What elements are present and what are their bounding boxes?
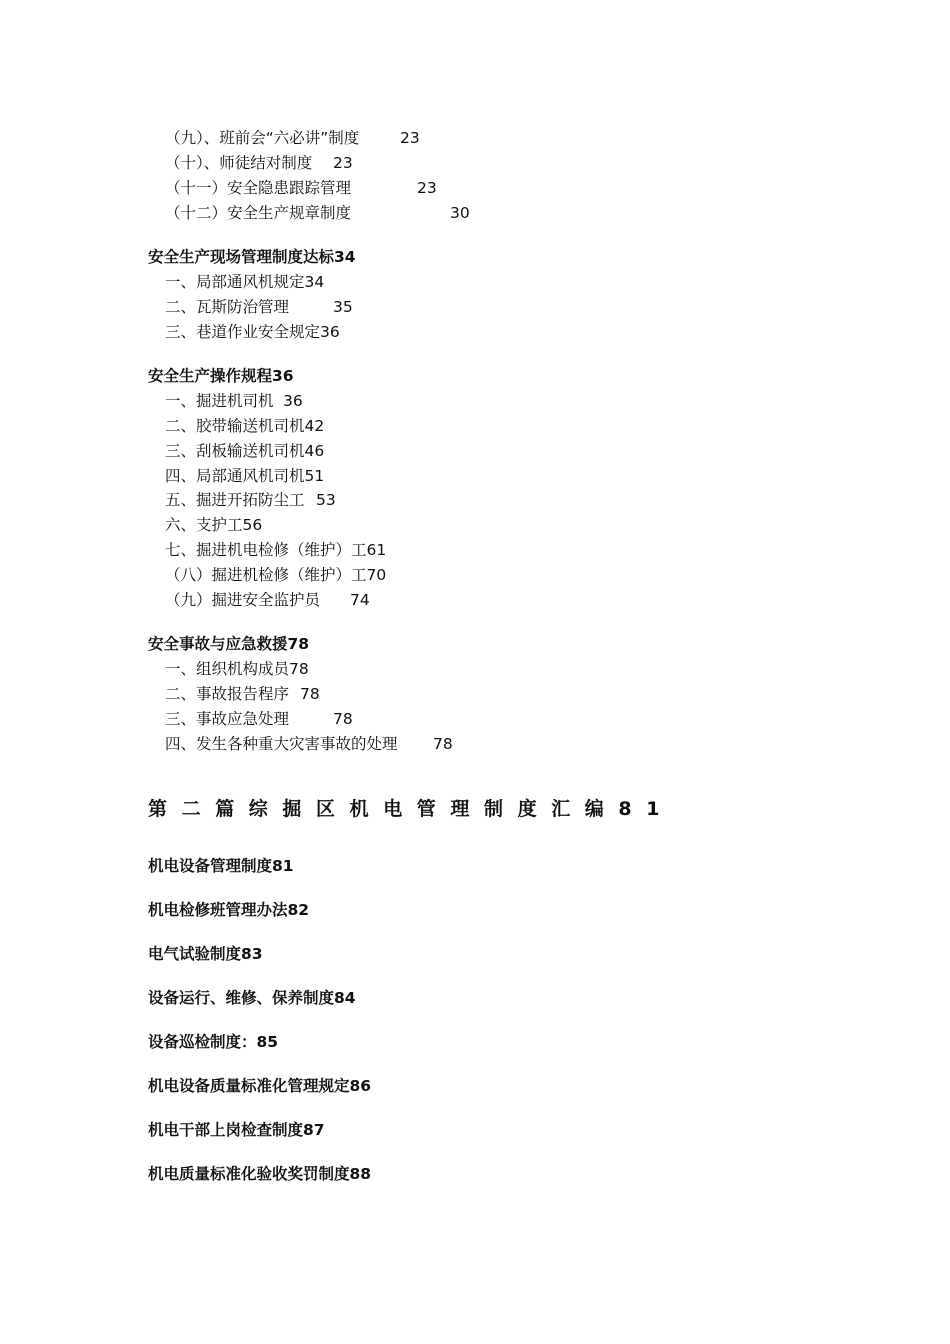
section-heading: 安全生产操作规程36: [148, 367, 294, 385]
toc-line: 三、刮板输送机司机46: [165, 442, 325, 460]
section-heading: 机电设备质量标准化管理规定86: [148, 1077, 372, 1095]
section-heading: 机电干部上岗检查制度87: [148, 1121, 325, 1139]
toc-line: 五、掘进开拓防尘工: [165, 491, 305, 509]
toc-line: （九）、班前会“六必讲”制度: [165, 129, 360, 147]
toc-page-number: 78: [300, 685, 320, 703]
part-heading: 第二篇综掘区机电管理制度汇编81: [148, 798, 675, 820]
toc-page-number: 23: [417, 179, 437, 197]
section-heading: 机电设备管理制度81: [148, 857, 294, 875]
section-heading: 安全生产现场管理制度达标34: [148, 248, 356, 266]
toc-page-number: 36: [283, 392, 303, 410]
toc-line: 三、事故应急处理: [165, 710, 290, 728]
toc-line: （十）、师徒结对制度: [165, 154, 313, 172]
toc-line: 一、掘进机司机: [165, 392, 274, 410]
section-heading: 安全事故与应急救援78: [148, 635, 310, 653]
toc-line: 二、瓦斯防治管理: [165, 298, 290, 316]
toc-page-number: 53: [316, 491, 336, 509]
toc-line: 七、掘进机电检修（维护）工61: [165, 541, 387, 559]
toc-page-number: 23: [400, 129, 420, 147]
section-heading: 设备运行、维修、保养制度84: [148, 989, 356, 1007]
section-heading: 设备巡检制度：85: [148, 1033, 279, 1051]
toc-line: 一、局部通风机规定34: [165, 273, 325, 291]
section-heading: 机电质量标准化验收奖罚制度88: [148, 1165, 372, 1183]
toc-line: 四、发生各种重大灾害事故的处理: [165, 735, 398, 753]
toc-line: 四、局部通风机司机51: [165, 467, 325, 485]
toc-line: （八）掘进机检修（维护）工70: [165, 566, 387, 584]
toc-page-number: 30: [450, 204, 470, 222]
toc-page-number: 74: [350, 591, 370, 609]
toc-line: 二、胶带输送机司机42: [165, 417, 325, 435]
toc-page-number: 78: [333, 710, 353, 728]
section-heading: 电气试验制度83: [148, 945, 263, 963]
toc-line: 一、组织机构成员78: [165, 660, 309, 678]
toc-line: 二、事故报告程序: [165, 685, 290, 703]
toc-page-number: 78: [433, 735, 453, 753]
toc-line: （十二）安全生产规章制度: [165, 204, 352, 222]
toc-line: 六、支护工56: [165, 516, 263, 534]
toc-page-number: 35: [333, 298, 353, 316]
toc-line: 三、巷道作业安全规定36: [165, 323, 340, 341]
toc-line: （十一）安全隐患跟踪管理: [165, 179, 352, 197]
section-heading: 机电检修班管理办法82: [148, 901, 310, 919]
toc-line: （九）掘进安全监护员: [165, 591, 321, 609]
toc-page-number: 23: [333, 154, 353, 172]
